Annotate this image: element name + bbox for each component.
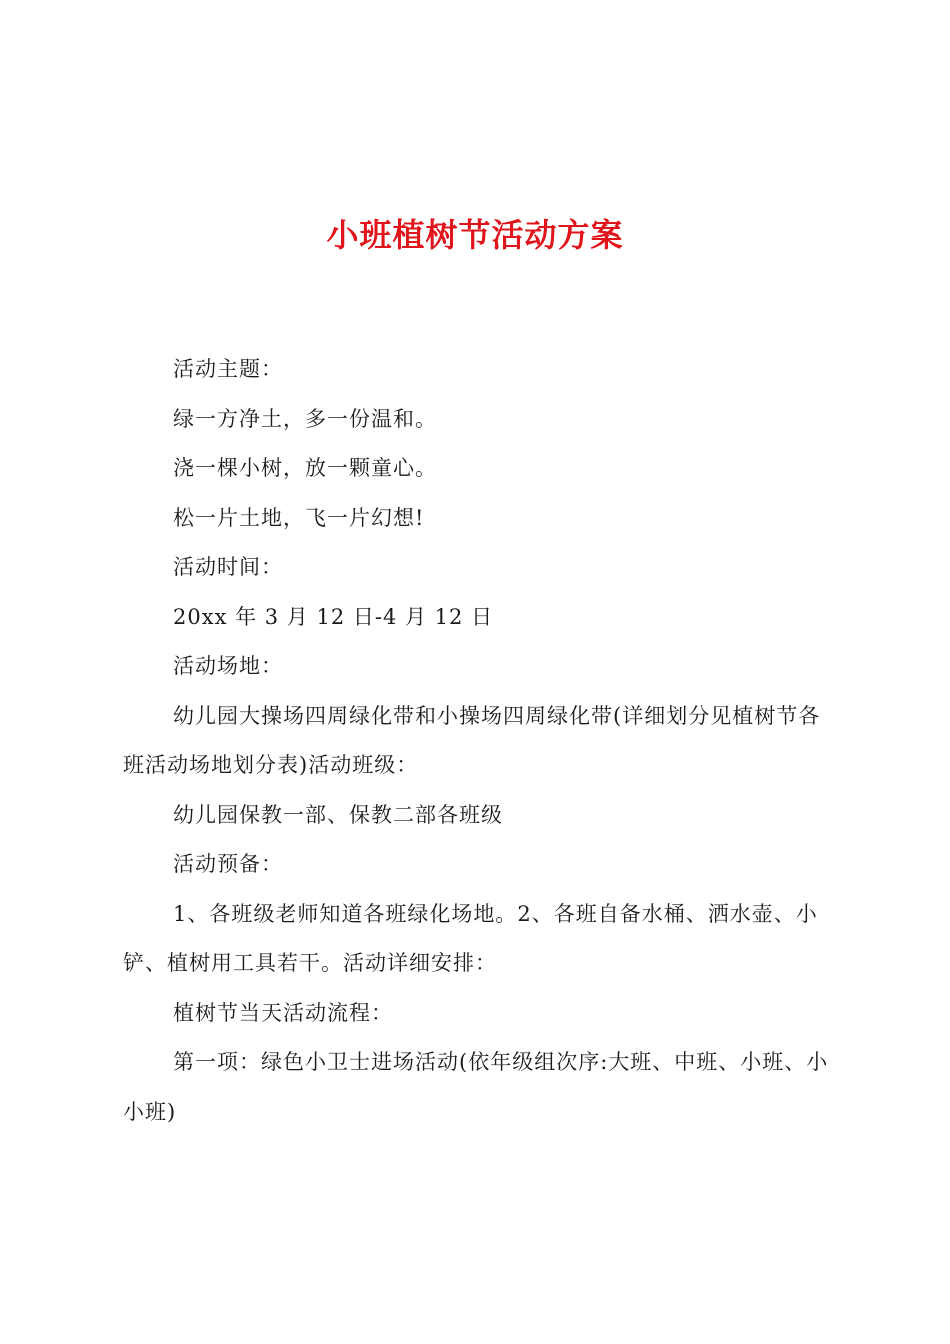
document-body	[123, 345, 835, 1137]
paragraph-time-value: 20xx 年 3 月 12 日-4 月 12 日	[173, 604, 494, 629]
paragraph-preparation-value: 1、各班级老师知道各班绿化场地。2、各班自备水桶、洒水壶、小铲、植树用工具若干。活动详细安排：	[123, 901, 818, 975]
document-title: 小班植树节活动方案	[326, 216, 624, 254]
paragraph-process-item-1: 第一项：绿色小卫士进场活动(依年级组次序:大班、中班、小班、小小班)	[123, 1050, 829, 1124]
paragraph-venue-value: 幼儿园大操场四周绿化带和小操场四周绿化带(详细划分见植树节各班活动场地划分表)活动班级：	[123, 703, 821, 777]
paragraph-theme-line-2: 浇一棵小树，放一颗童心。	[173, 456, 437, 480]
paragraph-theme-line-1: 绿一方净土，多一份温和。	[173, 406, 437, 431]
paragraph-preparation-heading: 活动预备：	[173, 852, 283, 876]
paragraph-venue-heading: 活动场地：	[173, 654, 283, 678]
paragraph-theme-line-3: 松一片土地，飞一片幻想!	[173, 505, 425, 530]
paragraph-classes-value: 幼儿园保教一部、保教二部各班级	[173, 802, 503, 827]
paragraph-theme-heading: 活动主题：	[173, 357, 283, 381]
paragraph-time-heading: 活动时间：	[173, 555, 283, 579]
paragraph-process-heading: 植树节当天活动流程：	[173, 1000, 393, 1025]
